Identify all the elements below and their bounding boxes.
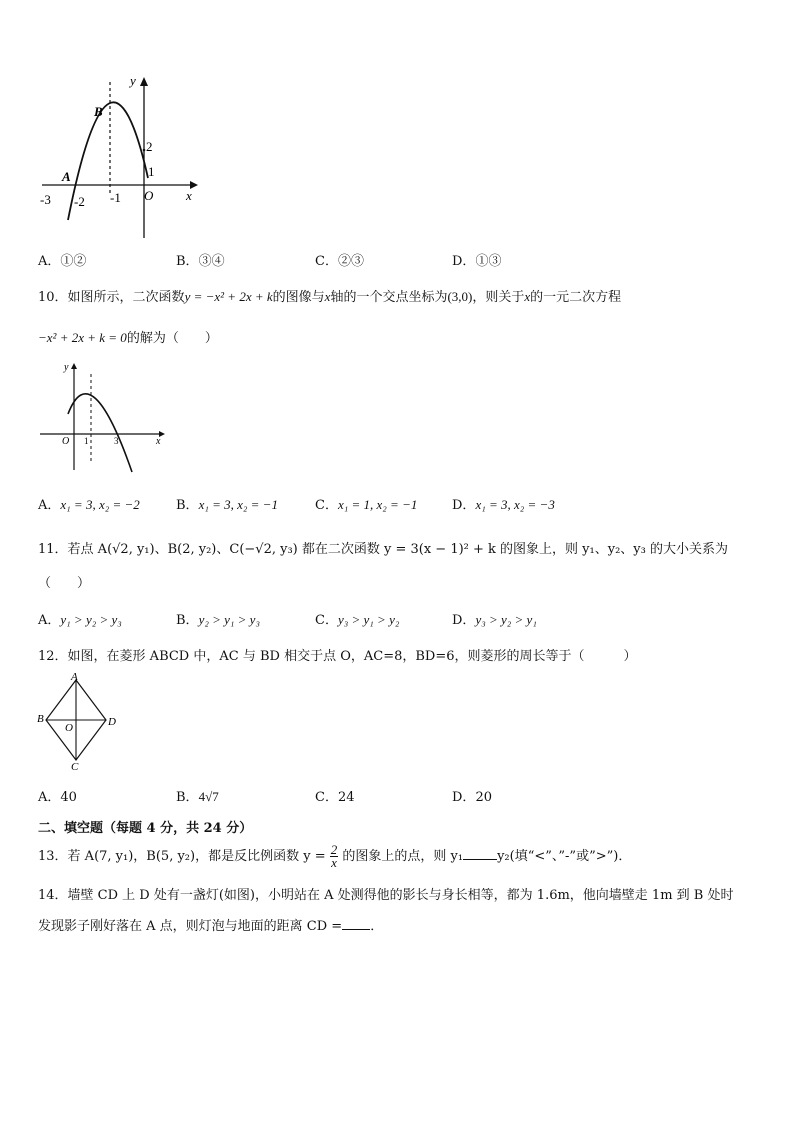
option-text: y₁ > y₂ > y₃ [60,612,122,627]
option-text: ③④ [198,254,225,269]
option-letter: D． [452,498,476,513]
graph2-x-label: x [156,436,161,447]
option-letter: C． [315,254,338,269]
question-11-line-1: 11．若点 A(√2, y₁)、B(2, y₂)、C(−√2, y₃) 都在二次函数 y = 3(x − 1)² + k 的图象上，则 y₁、y₂、y₃ 的大小关系为 [38,542,728,557]
q11-option-c[interactable] [315,609,399,628]
option-letter: A． [38,790,61,805]
option-text: x₁ = 3, x₂ = −3 [475,497,555,512]
option-letter: B． [176,254,199,269]
vertex-b-label: B [37,713,44,725]
option-letter: B． [176,790,199,805]
option-letter: B． [176,498,199,513]
q10-equation: −x² + 2x + k = 0 [38,330,127,345]
question-14-line-2 [38,915,383,934]
fraction-denominator: x [331,855,337,870]
y-axis-arrow [140,77,148,86]
option-letter: C． [315,613,338,628]
graph1-x-label: x [186,188,192,203]
option-text: x₁ = 1, x₂ = −1 [337,497,418,512]
q10-text-2: 的图像与 [272,290,325,305]
option-letter: A． [38,498,61,513]
q11-option-d[interactable] [452,609,537,628]
graph2-origin-label: O [62,436,70,447]
question-10-line-1 [38,286,621,305]
q10-x-2: x [524,289,531,304]
graph2-tick-3: 3 [114,436,119,446]
q13-fraction [330,844,339,869]
tick-minus-1: -1 [110,190,121,205]
fraction-numerator: 2 [330,842,338,857]
q10-option-c[interactable] [315,494,417,513]
option-text: 4√7 [198,789,219,804]
vertex-a-label: A [71,671,78,683]
option-text: x₁ = 3, x₂ = −2 [60,497,140,512]
graph2-y-label: y [64,362,69,373]
q12-option-c[interactable] [315,786,355,805]
graph2-tick-1: 1 [84,436,89,446]
q11-option-a[interactable] [38,609,122,628]
q10-option-b[interactable] [176,494,278,513]
q9-option-d[interactable] [452,250,501,269]
option-letter: D． [452,613,476,628]
rhombus-figure [34,670,124,772]
option-text: y₃ > y₂ > y₁ [475,612,537,627]
point-a-label: A [62,169,71,184]
question-10-line-2 [38,327,218,346]
parabola-curve [68,394,132,472]
q10-option-d[interactable] [452,494,555,513]
question-13 [38,844,631,870]
tick-1: 1 [148,164,155,179]
vertex-c-label: C [71,761,79,772]
q10-text-6: 的解为（ ） [126,331,218,346]
q9-option-c[interactable] [315,250,364,269]
q11-option-b[interactable] [176,609,260,628]
center-o-label: O [65,722,73,734]
option-text: 20 [475,790,492,805]
question-12: 12．如图，在菱形 ABCD 中，AC 与 BD 相交于点 O，AC=8，BD=6，则菱形的周长等于（ ） [38,649,637,664]
option-letter: D． [452,254,476,269]
q13-answer-blank[interactable] [463,859,497,860]
section-2-heading: 二、填空题（每题 4 分，共 24 分） [38,821,253,836]
q13-text-2: 的图象上的点，则 y₁ [342,849,464,864]
option-letter: C． [315,790,338,805]
origin-label: O [144,188,154,203]
question-number: 10． [38,290,68,305]
q10-function: y = −x² + 2x + k [184,289,273,304]
q12-option-b[interactable] [176,786,219,805]
q10-point: (3,0) [447,289,473,304]
q14-text: 发现影子刚好落在 A 点，则灯泡与地面的距离 CD = [38,919,343,934]
q14-answer-blank[interactable] [342,929,370,930]
tick-mark-2 [143,149,146,152]
tick-minus-2: -2 [74,194,85,209]
q10-x-1: x [324,289,331,304]
parabola-graph-1 [30,70,210,245]
question-11-line-2: （ ） [38,576,91,591]
point-b-label: B [94,104,103,119]
tick-2: 2 [146,139,153,154]
q10-text-5: 的一元二次方程 [530,290,622,305]
option-letter: B． [176,613,199,628]
q10-text-1: 如图所示，二次函数 [67,290,185,305]
option-text: 40 [60,790,77,805]
q10-text-4: ，则关于 [472,290,525,305]
option-text: ①③ [475,254,502,269]
q12-option-d[interactable] [452,786,492,805]
option-letter: A． [38,254,61,269]
vertex-d-label: D [108,716,116,728]
q13-text-3: y₂(填“<”、”-”或”>”)． [497,849,632,864]
option-text: ②③ [337,254,364,269]
option-text: ①② [60,254,87,269]
graph1-y-label: y [130,73,136,88]
option-letter: C． [315,498,338,513]
q9-option-a[interactable] [38,250,86,269]
q10-text-3: 轴的一个交点坐标为 [330,290,448,305]
option-letter: D． [452,790,476,805]
option-letter: A． [38,613,61,628]
q14-text-end: ． [370,919,384,934]
q13-text-1: 13．若 A(7, y₁)，B(5, y₂)，都是反比例函数 y = [38,849,326,864]
option-text: x₁ = 3, x₂ = −1 [198,497,278,512]
option-text: y₃ > y₁ > y₂ [337,612,400,627]
q10-option-a[interactable] [38,494,140,513]
tick-minus-3: -3 [40,192,51,207]
q12-option-a[interactable] [38,786,77,805]
option-text: y₂ > y₁ > y₃ [198,612,260,627]
y-axis-arrow [71,363,77,369]
parabola-graph-2 [38,360,168,475]
question-14-line-1: 14．墙壁 CD 上 D 处有一盏灯(如图)，小明站在 A 处测得他的影长与身长相等，都为 1.6m，他向墙壁走 1m 到 B 处时 [38,888,734,903]
option-text: 24 [337,790,355,805]
q9-option-b[interactable] [176,250,225,269]
